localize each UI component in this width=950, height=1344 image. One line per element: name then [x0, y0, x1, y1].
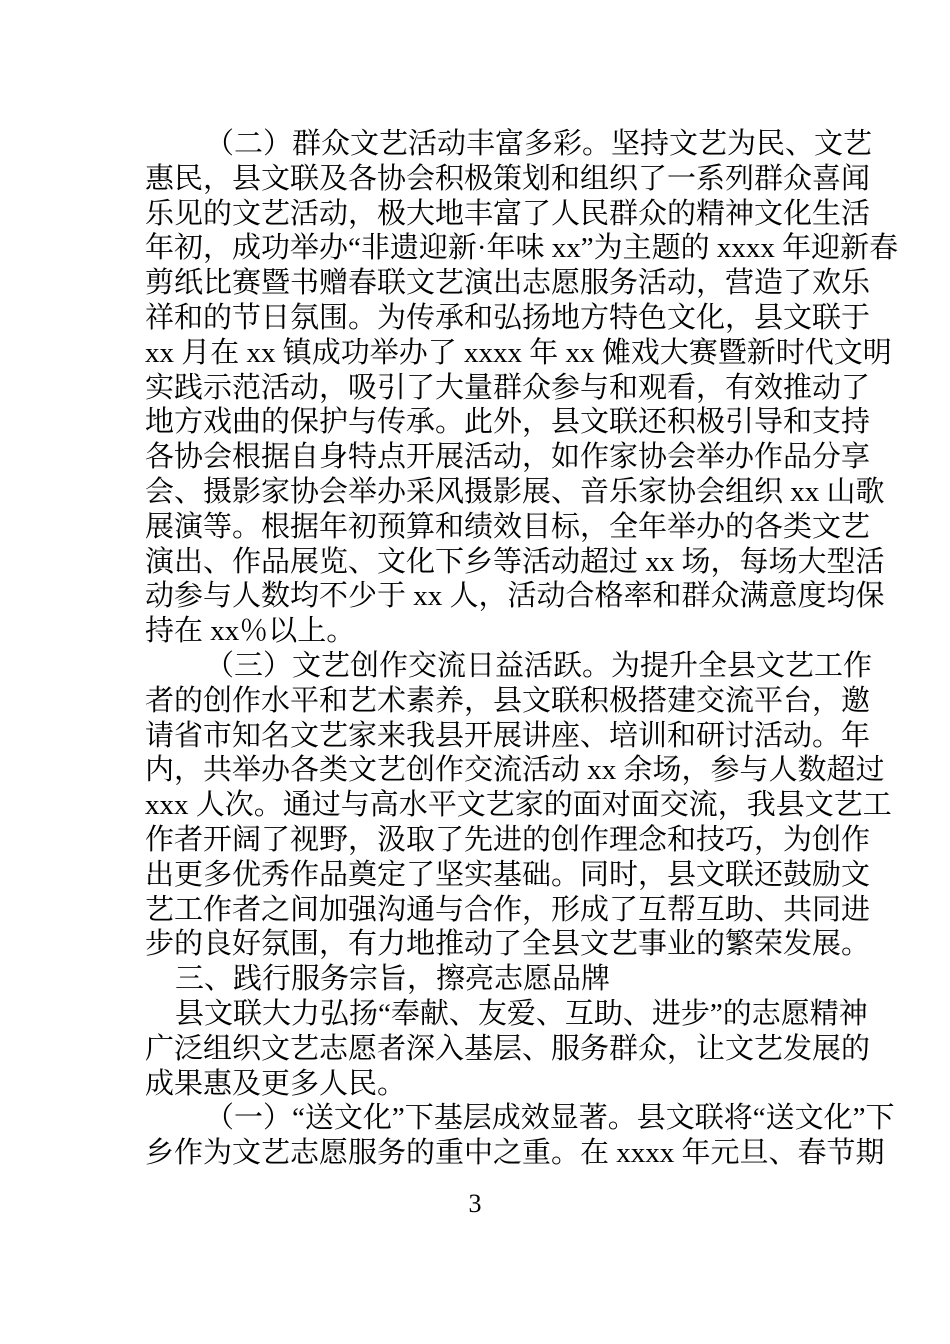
- text-line: 会、摄影家协会举办采风摄影展、音乐家协会组织 xx 山歌: [145, 475, 885, 508]
- paragraph: [145, 997, 871, 1101]
- text-line: 地方戏曲的保护与传承。此外，县文联还积极引导和支持: [145, 406, 871, 439]
- paragraph: [145, 127, 899, 649]
- text-line: 内，共举办各类文艺创作交流活动 xx 余场，参与人数超过: [145, 754, 885, 787]
- text-line: 年初，成功举办“非遗迎新·年味 xx”为主题的 xxxx 年迎新春: [145, 232, 899, 265]
- text-line: 请省市知名文艺家来我县开展讲座、培训和研讨活动。年: [145, 719, 871, 752]
- text-line: 成果惠及更多人民。: [145, 1067, 407, 1100]
- text-line: xxx 人次。通过与高水平文艺家的面对面交流，我县文艺工: [145, 789, 892, 822]
- text-line: （一）“送文化”下基层成效显著。县文联将“送文化”下: [205, 1102, 895, 1135]
- text-line: 三、践行服务宗旨，擦亮志愿品牌: [175, 963, 611, 996]
- page-number: 3: [468, 1189, 482, 1218]
- text-line: xx 月在 xx 镇成功举办了 xxxx 年 xx 傩戏大赛暨新时代文明: [145, 336, 892, 369]
- document-body: [145, 127, 899, 1171]
- text-line: （二）群众文艺活动丰富多彩。坚持文艺为民、文艺: [205, 128, 873, 160]
- text-line: 实践示范活动，吸引了大量群众参与和观看，有效推动了: [145, 371, 871, 404]
- paragraph: [145, 1101, 895, 1171]
- text-line: 演出、作品展览、文化下乡等活动超过 xx 场，每场大型活: [145, 545, 885, 578]
- text-line: 者的创作水平和艺术素养，县文联积极搭建交流平台，邀: [145, 684, 871, 717]
- text-line: 惠民，县文联及各协会积极策划和组织了一系列群众喜闻: [145, 162, 871, 195]
- text-line: 持在 xx％以上。: [145, 615, 356, 648]
- text-line: （三）文艺创作交流日益活跃。为提升全县文艺工作: [205, 649, 873, 682]
- text-line: 各协会根据自身特点开展活动，如作家协会举办作品分享: [145, 441, 871, 474]
- text-line: 出更多优秀作品奠定了坚实基础。同时，县文联还鼓励文: [145, 858, 871, 891]
- text-line: 祥和的节日氛围。为传承和弘扬地方特色文化，县文联于: [145, 301, 871, 334]
- text-line: 展演等。根据年初预算和绩效目标，全年举办的各类文艺: [145, 510, 871, 543]
- text-line: 乐见的文艺活动，极大地丰富了人民群众的精神文化生活: [145, 197, 871, 230]
- section-heading: [145, 962, 807, 997]
- text-line: 县文联大力弘扬“奉献、友爱、互助、进步”的志愿精神: [175, 997, 868, 1030]
- text-line: 动参与人数均不少于 xx 人，活动合格率和群众满意度均保: [145, 580, 885, 613]
- text-line: 乡作为文艺志愿服务的重中之重。在 xxxx 年元旦、春节期: [145, 1137, 885, 1170]
- text-line: 作者开阔了视野，汲取了先进的创作理念和技巧，为创作: [145, 823, 871, 856]
- paragraph: [145, 649, 892, 962]
- text-line: 步的良好氛围，有力地推动了全县文艺事业的繁荣发展。: [145, 928, 871, 961]
- text-line: 剪纸比赛暨书赠春联文艺演出志愿服务活动，营造了欢乐: [145, 267, 871, 300]
- text-line: 广泛组织文艺志愿者深入基层、服务群众，让文艺发展的: [145, 1032, 871, 1065]
- text-line: 艺工作者之间加强沟通与合作，形成了互帮互助、共同进: [145, 893, 871, 926]
